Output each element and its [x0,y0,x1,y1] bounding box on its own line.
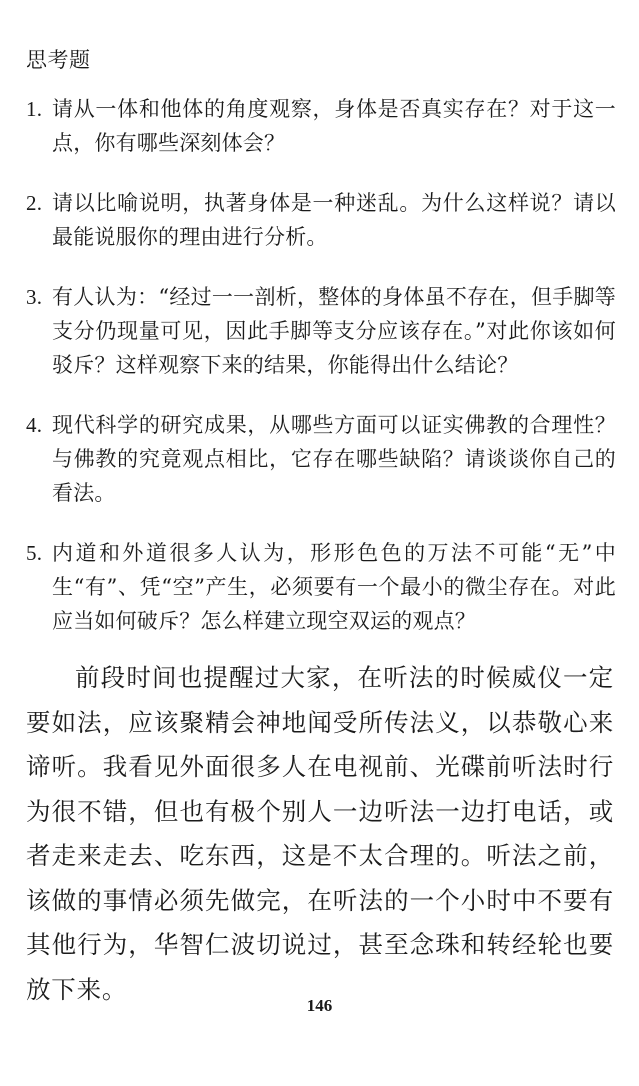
question-item [26,408,616,510]
question-item [26,186,616,254]
question-item [26,92,616,160]
question-text: 请从一体和他体的角度观察，身体是否真实存在？对于这一点，你有哪些深刻体会？ [52,97,616,155]
question-item [26,280,616,382]
question-text: 内道和外道很多人认为，形形色色的万法不可能“无”中生“有”、凭“空”产生，必须要有一个最小的微尘存在。对此应当如何破斥？怎么样建立现空双运的观点？ [52,541,616,633]
question-text: 有人认为：“经过一一剖析，整体的身体虽不存在，但手脚等支分仍现量可见，因此手脚等支分应该存在。”对此你该如何驳斥？这样观察下来的结果，你能得出什么结论？ [52,285,616,377]
question-list [26,92,616,664]
section-heading: 思考题 [26,48,91,72]
question-text: 现代科学的研究成果，从哪些方面可以证实佛教的合理性？与佛教的究竟观点相比，它存在哪些缺陷？请谈谈你自己的看法。 [52,413,616,505]
question-item [26,536,616,638]
question-number: 3. [26,285,43,309]
page-number: 146 [306,996,333,1015]
question-text: 请以比喻说明，执著身体是一种迷乱。为什么这样说？请以最能说服你的理由进行分析。 [52,191,616,249]
question-number: 4. [26,413,43,437]
question-number: 1. [26,97,43,121]
body-paragraph: 前段时间也提醒过大家，在听法的时候威仪一定要如法，应该聚精会神地闻受所传法义，以恭敬心来谛听。我看见外面很多人在电视前、光碟前听法时行为很不错，但也有极个别人一边听法一边打电话，或者走来走去、吃东西，这是不太合理的。听法之前，该做的事情必须先做完，在听法的一个小时中不要有其他行为，华智仁波切说过，甚至念珠和转经轮也要放下来。 [26,663,614,1004]
question-number: 2. [26,191,43,215]
question-number: 5. [26,541,43,565]
